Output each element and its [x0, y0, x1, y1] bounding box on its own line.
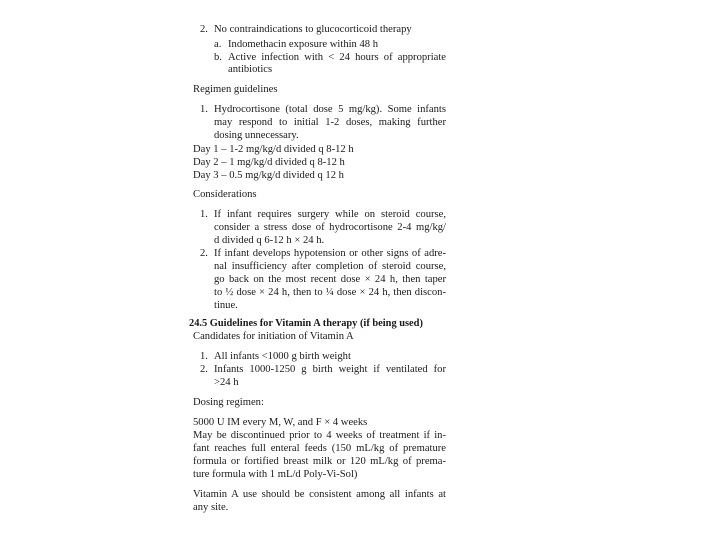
candidate-item: All infants <1000 g birth weight — [214, 351, 351, 362]
list-number: 2. — [200, 24, 208, 35]
surgery-line: consider a stress dose of hydrocortisone 2-4 mg/kg/ — [214, 222, 446, 233]
active-infection-item-cont: antibiotics — [228, 64, 273, 75]
hydrocortisone-line: Hydrocortisone (total dose 5 mg/kg). Some infants — [214, 104, 446, 115]
dosing-heading: Dosing regimen: — [193, 397, 264, 408]
hypotension-line: to ½ dose × 24 h, then to ¼ dose × 24 h, then discon- — [214, 287, 446, 298]
list-number: 1. — [200, 351, 208, 362]
sub-marker: a. — [214, 39, 222, 50]
hydrocortisone-line: dosing unnecessary. — [214, 130, 299, 141]
list-number: 2. — [200, 248, 208, 259]
discontinue-line: formula or fortified breast milk or 120 mL/kg of prema- — [193, 456, 446, 467]
surgery-line: d divided q 6-12 h × 24 h. — [214, 235, 325, 246]
list-number: 1. — [200, 209, 208, 220]
active-infection-item: Active infection with < 24 hours of appropriate — [228, 52, 446, 63]
hypotension-line: If infant develops hypotension or other signs of adre- — [214, 248, 446, 259]
contraindications-item: No contraindications to glucocorticoid therapy — [214, 24, 412, 35]
surgery-line: If infant requires surgery while on steroid course, — [214, 209, 446, 220]
list-number: 2. — [200, 364, 208, 375]
section-title: 24.5 Guidelines for Vitamin A therapy (if being used) — [189, 318, 423, 329]
dose-line: 5000 U IM every M, W, and F × 4 weeks — [193, 417, 368, 428]
consistency-line: Vitamin A use should be consistent among all infants at — [193, 489, 446, 500]
considerations-heading: Considerations — [193, 189, 257, 200]
sub-marker: b. — [214, 52, 222, 63]
candidate-item-cont: >24 h — [214, 377, 239, 388]
hypotension-line: go back on the most recent dose × 24 h, then taper — [214, 274, 446, 285]
regimen-heading: Regimen guidelines — [193, 84, 278, 95]
candidate-item: Infants 1000-1250 g birth weight if ventilated for — [214, 364, 446, 375]
hypotension-line: tinue. — [214, 300, 238, 311]
indomethacin-item: Indomethacin exposure within 48 h — [228, 39, 379, 50]
candidates-heading: Candidates for initiation of Vitamin A — [193, 331, 354, 342]
day-dose: Day 3 – 0.5 mg/kg/d divided q 12 h — [193, 170, 344, 181]
discontinue-line: May be discontinued prior to 4 weeks of treatment if in- — [193, 430, 446, 441]
hydrocortisone-line: may respond to initial 1-2 doses, making further — [214, 117, 446, 128]
discontinue-line: ture formula with 1 mL/d Poly-Vi-Sol) — [193, 469, 358, 480]
hypotension-line: nal insufficiency after completion of steroid course, — [214, 261, 446, 272]
consistency-line: any site. — [193, 502, 229, 513]
day-dose: Day 1 – 1-2 mg/kg/d divided q 8-12 h — [193, 144, 354, 155]
discontinue-line: fant reaches full enteral feeds (150 mL/kg of premature — [193, 443, 446, 454]
list-number: 1. — [200, 104, 208, 115]
day-dose: Day 2 – 1 mg/kg/d divided q 8-12 h — [193, 157, 345, 168]
